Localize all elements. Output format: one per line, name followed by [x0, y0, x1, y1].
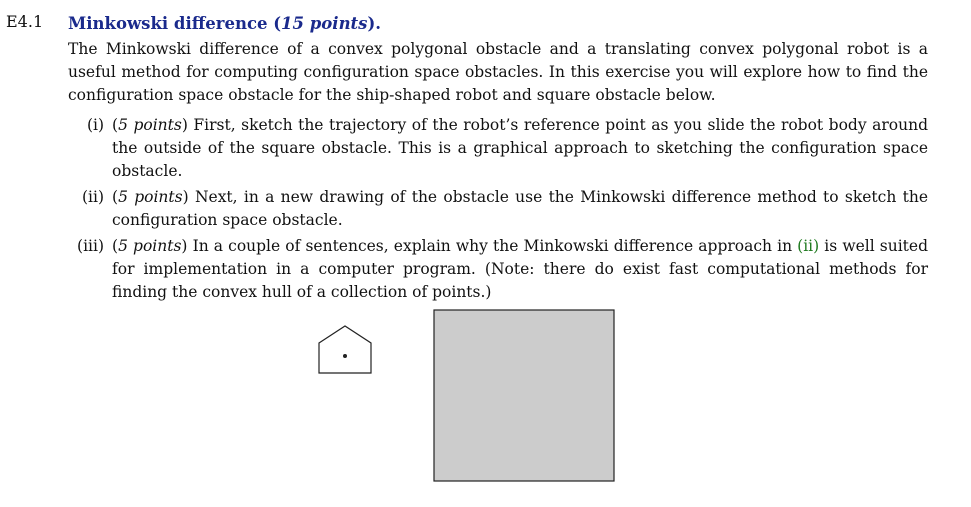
part-text-after: is well suited for implementation in a computer program. (Note: there do exist fast computational methods for finding the convex hull of a collection of points.)	[112, 237, 928, 301]
part-text: Next, in a new drawing of the obstacle use the Minkowski difference method to sketch the configuration space obstacle.	[112, 188, 929, 229]
part-ii: (ii) (5 points) Next, in a new drawing of the obstacle use the Minkowski difference method to sketch the configuration space obstacle.	[68, 186, 928, 232]
part-points: 5 points	[118, 116, 182, 134]
part-text-before: In a couple of sentences, explain why the Minkowski difference approach in	[192, 237, 793, 255]
exercise-points: 15 points	[281, 14, 368, 33]
part-i: (i) (5 points) First, sketch the trajectory of the robot’s reference point as you slide the robot body around the outside of the square obstacle. This is a graphical approach to sketching the configuration space obstacle.	[68, 114, 928, 183]
square-obstacle	[434, 310, 614, 481]
exercise-title-text: Minkowski difference	[68, 14, 268, 33]
robot-reference-point	[343, 354, 347, 358]
part-label: (ii)	[81, 188, 104, 206]
part-text: First, sketch the trajectory of the robot’s reference point as you slide the robot body around the outside of the square obstacle. This is a graphical approach to sketching the configuration space obstacle.	[112, 116, 929, 180]
part-label: (i)	[86, 116, 104, 134]
part-points: 5 points	[118, 237, 182, 255]
part-ii-reference-link[interactable]: (ii)	[797, 237, 820, 255]
part-points: 5 points	[118, 188, 183, 206]
exercise-title: Minkowski difference (15 points).	[68, 14, 382, 33]
exercise-number: E4.1	[6, 12, 44, 31]
exercise-intro: The Minkowski difference of a convex polygonal obstacle and a translating convex polygonal robot is a useful method for computing configuration space obstacles. In this exercise you will explore how to find the configuration space obstacle for the ship-shaped robot and square obstacle below.	[68, 40, 928, 104]
part-iii: (iii) (5 points) In a couple of sentences, explain why the Minkowski difference approach in (ii) is well suited for implementation in a computer program. (Note: there do exist fast computational methods for finding the convex hull of a collection of points.)	[68, 235, 928, 304]
part-label: (iii)	[77, 237, 104, 255]
ship-robot	[319, 326, 371, 373]
